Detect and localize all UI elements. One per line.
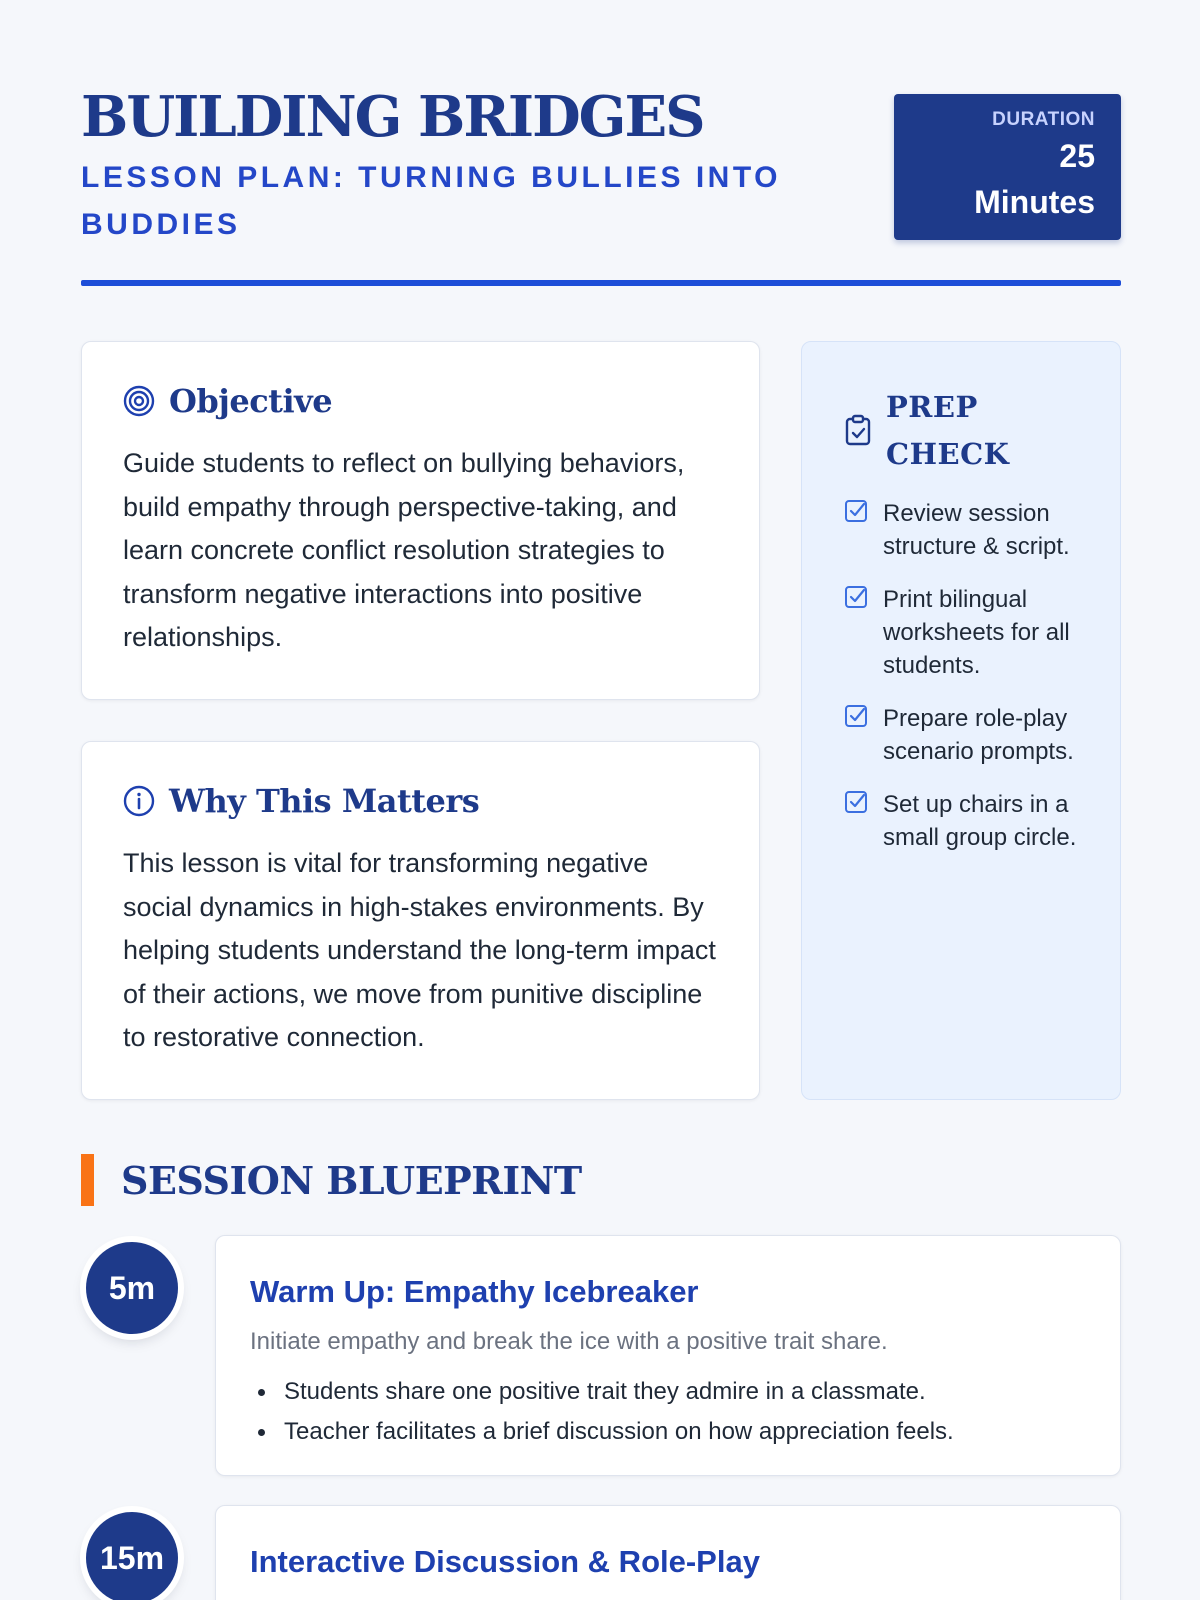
prep-item [844, 497, 1104, 563]
why-heading [123, 782, 479, 820]
header-divider [81, 280, 1121, 286]
duration-value [894, 133, 1095, 225]
objective-body: Guide students to reflect on bullying behaviors, build empathy through perspective-taking, and learn concrete conflict resolution strategies to transform negative interactions into positive relationships. [123, 448, 685, 652]
why-card [81, 741, 760, 1100]
prep-title: PREP CHECK [886, 390, 1010, 471]
target-icon [123, 385, 155, 417]
prep-check-panel [801, 341, 1121, 1100]
section-heading [81, 1154, 582, 1206]
page-title: BUILDING BRIDGES [81, 84, 704, 150]
prep-item [844, 788, 1104, 854]
prep-item-text: Print bilingual worksheets for all students. [883, 586, 1070, 679]
prep-item-text: Prepare role-play scenario prompts. [883, 705, 1074, 765]
section-accent-bar [81, 1154, 94, 1206]
step-description: Initiate empathy and break the ice with a positive trait share. [250, 1328, 888, 1355]
step-points [250, 1372, 954, 1452]
objective-card [81, 341, 760, 700]
checkbox-checked-icon [844, 499, 868, 523]
header [81, 82, 1121, 292]
checkbox-checked-icon [844, 704, 868, 728]
why-heading-text: Why This Matters [169, 782, 480, 820]
why-body: This lesson is vital for transforming negative social dynamics in high-stakes environments. By helping students understand the long-term impact of their actions, we move from punitive discipline to restorative connection. [123, 848, 716, 1052]
step-card [215, 1505, 1121, 1600]
prep-item-text: Review session structure & script. [883, 500, 1070, 560]
step-point: Students share one positive trait they admire in a classmate. [250, 1372, 954, 1412]
objective-heading-text: Objective [169, 382, 333, 420]
page-subtitle: LESSON PLAN: TURNING BULLIES INTO BUDDIES [81, 161, 781, 241]
info-icon [123, 785, 155, 817]
clipboard-check-icon [844, 414, 872, 446]
prep-list [844, 497, 1104, 874]
step-time-badge: 15m [86, 1512, 178, 1600]
prep-item-text: Set up chairs in a small group circle. [883, 791, 1077, 851]
duration-unit: Minutes [974, 184, 1095, 220]
prep-heading [844, 384, 1026, 478]
duration-label: DURATION [992, 109, 1095, 130]
checkbox-checked-icon [844, 790, 868, 814]
step-title: Interactive Discussion & Role-Play [250, 1544, 760, 1579]
prep-item [844, 583, 1104, 682]
checkbox-checked-icon [844, 585, 868, 609]
section-heading-text: SESSION BLUEPRINT [121, 1157, 582, 1203]
duration-number: 25 [1059, 138, 1095, 174]
step-card [215, 1235, 1121, 1476]
objective-heading [123, 382, 332, 420]
prep-item [844, 702, 1104, 768]
step-title: Warm Up: Empathy Icebreaker [250, 1274, 699, 1309]
step-point: Teacher facilitates a brief discussion on how appreciation feels. [250, 1412, 954, 1452]
step-time-badge: 5m [86, 1242, 178, 1334]
duration-badge [894, 94, 1121, 240]
